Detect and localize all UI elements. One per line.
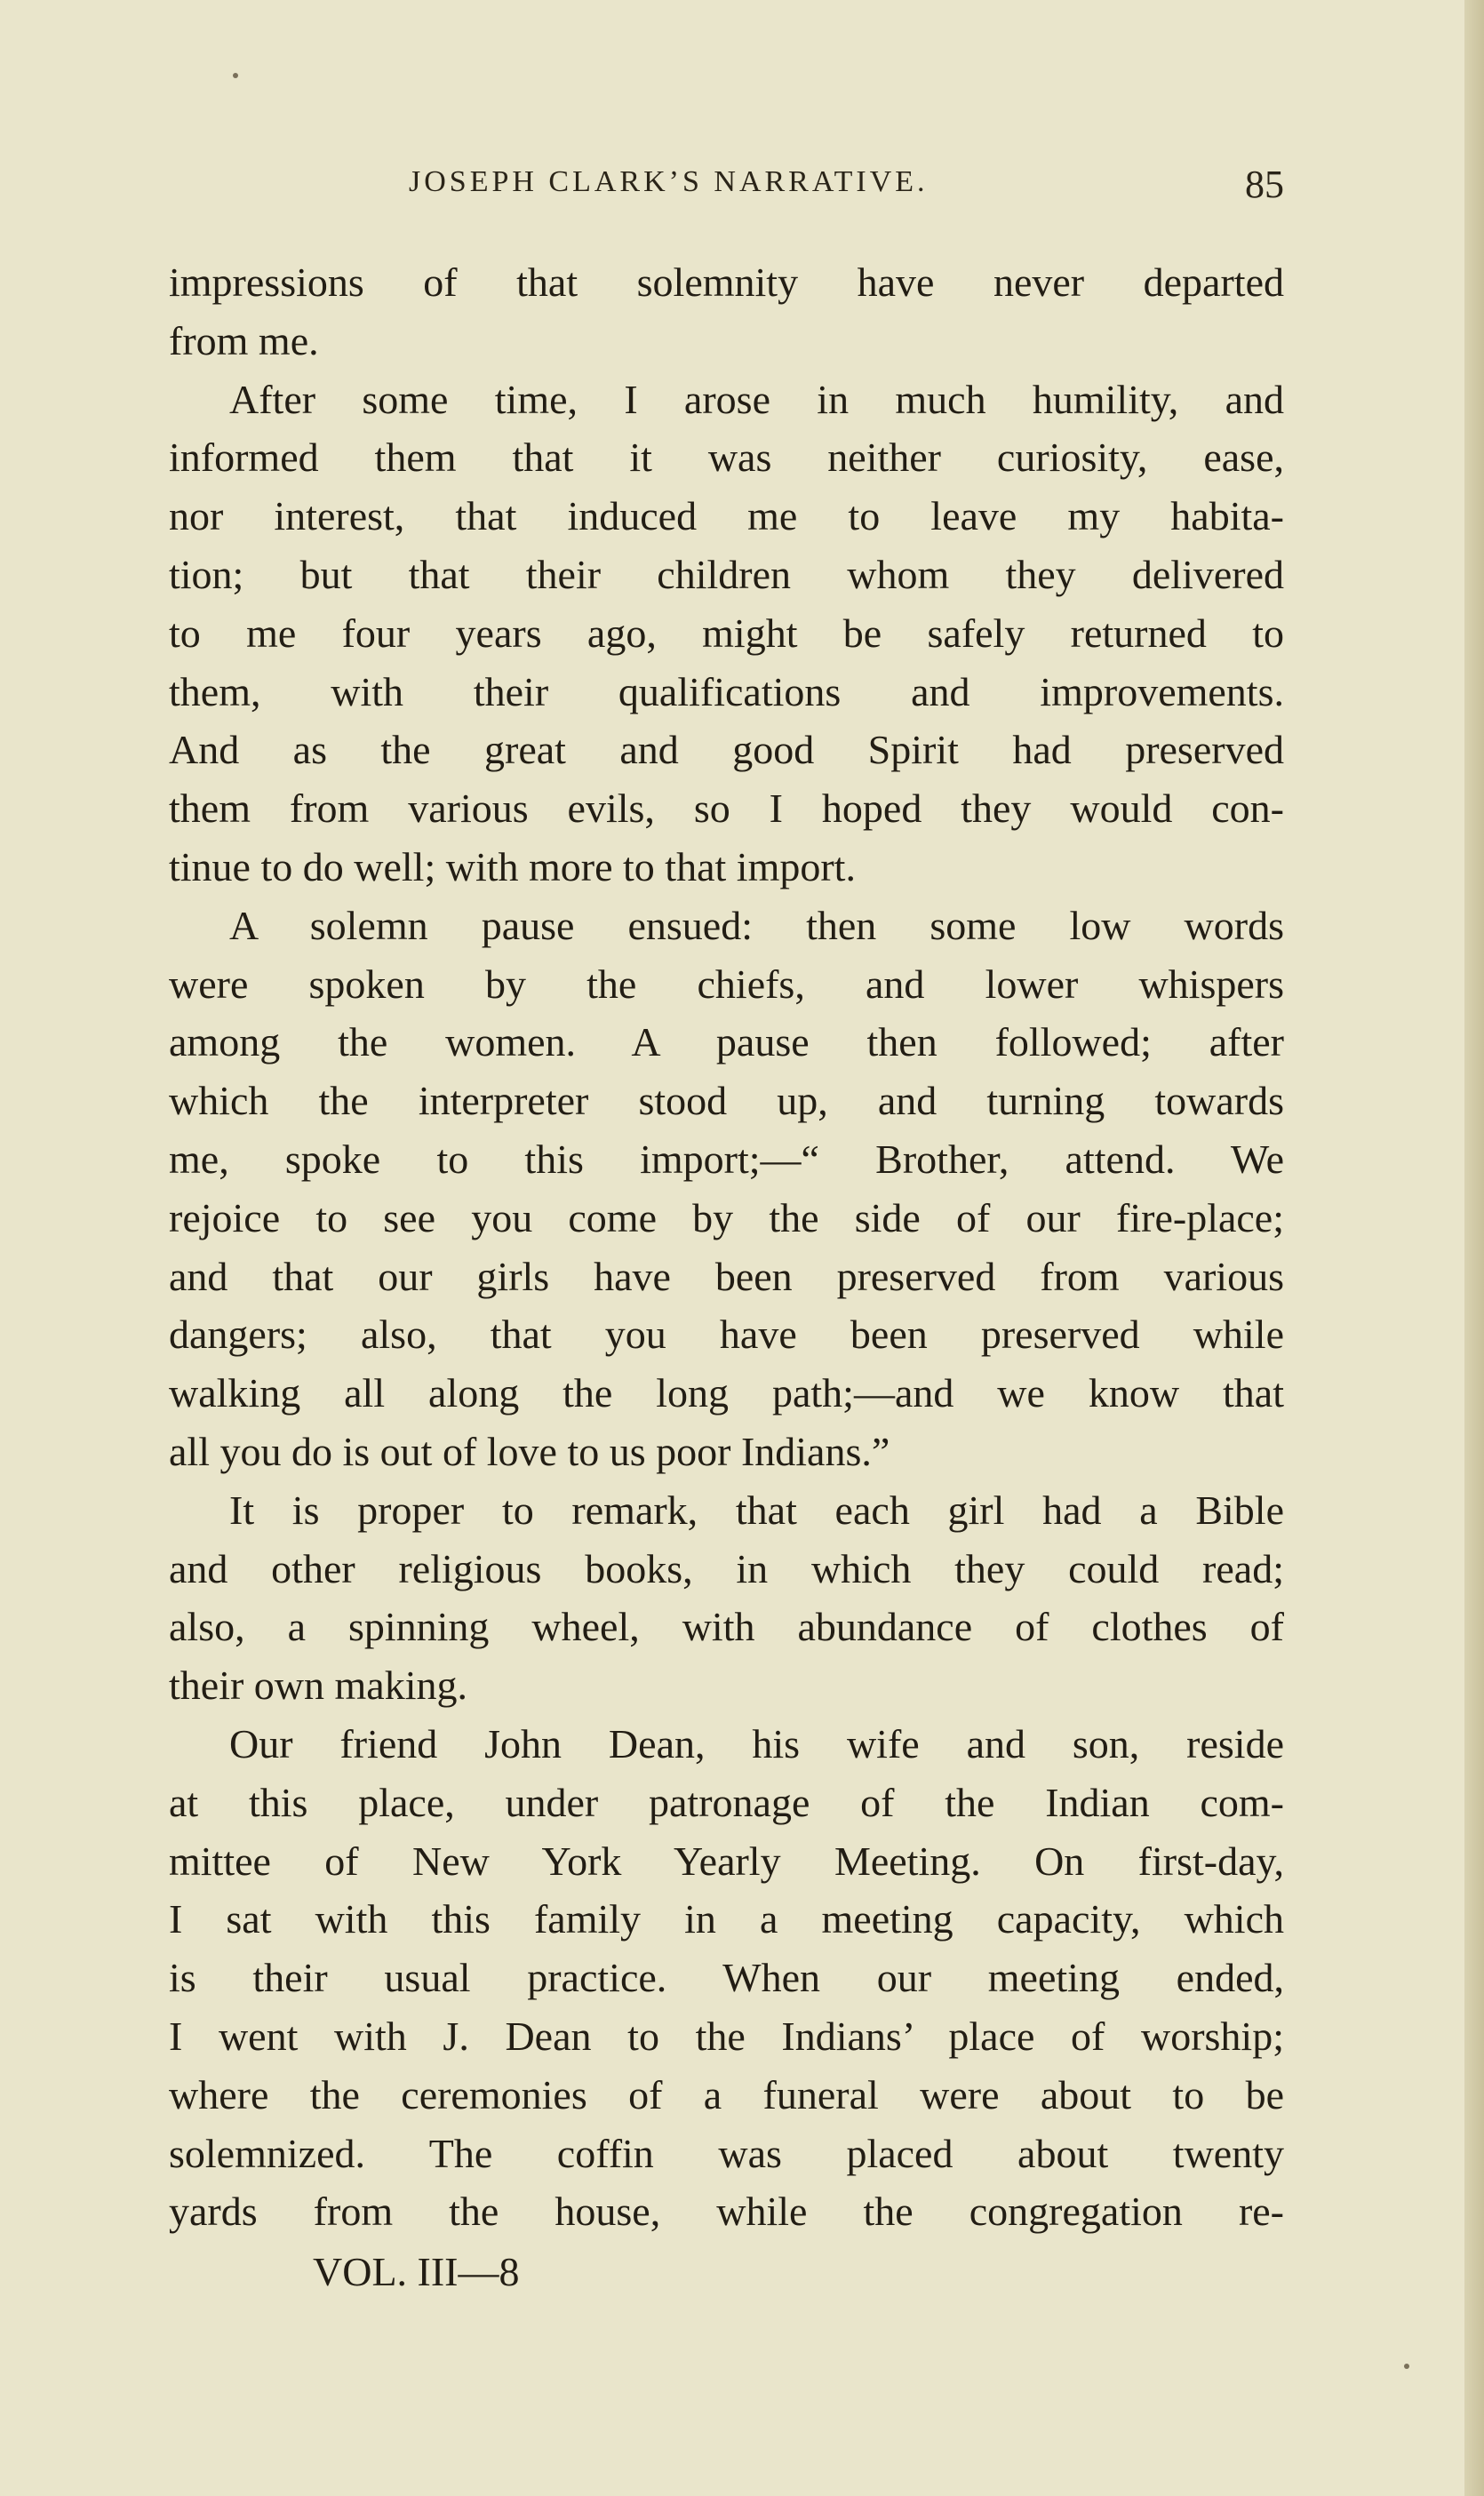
- text-line: them from various evils, so I hoped they would con-: [169, 785, 1284, 832]
- body-text: [169, 253, 1284, 2241]
- page-number: 85: [1245, 163, 1284, 206]
- text-line: from me.: [169, 317, 319, 363]
- text-line: yards from the house, while the congregation re-: [169, 2189, 1284, 2235]
- text-line: tinue to do well; with more to that import.: [169, 843, 856, 889]
- text-line: dangers; also, that you have been preserved while: [169, 1312, 1284, 1358]
- text-line: at this place, under patronage of the Indian com-: [169, 1779, 1284, 1825]
- print-speck: [233, 73, 238, 78]
- text-line: tion; but that their children whom they delivered: [169, 551, 1284, 597]
- text-line: And as the great and good Spirit had preserved: [169, 727, 1284, 773]
- signature-mark: VOL. III—8: [313, 2249, 520, 2294]
- text-line: walking all along the long path;—and we know that: [169, 1370, 1284, 1416]
- text-line: their own making.: [169, 1663, 467, 1709]
- print-speck: [1404, 2364, 1409, 2369]
- text-line: solemnized. The coffin was placed about twenty: [169, 2130, 1284, 2176]
- text-line: were spoken by the chiefs, and lower whispers: [169, 961, 1284, 1007]
- text-line: I went with J. Dean to the Indians’ place of worship;: [169, 2013, 1284, 2059]
- text-line: rejoice to see you come by the side of our fire-place;: [169, 1194, 1284, 1240]
- text-line: It is proper to remark, that each girl had a Bible: [229, 1487, 1284, 1533]
- text-line: among the women. A pause then followed; after: [169, 1019, 1284, 1065]
- text-line: A solemn pause ensued: then some low words: [229, 902, 1284, 948]
- text-line: After some time, I arose in much humility, and: [229, 376, 1284, 422]
- text-line: Our friend John Dean, his wife and son, reside: [229, 1720, 1284, 1766]
- text-line: informed them that it was neither curiosity, ease,: [169, 435, 1284, 481]
- running-head: JOSEPH CLARK’S NARRATIVE.: [409, 165, 929, 198]
- text-line: I sat with this family in a meeting capacity, which: [169, 1896, 1284, 1942]
- text-line: which the interpreter stood up, and turning towards: [169, 1078, 1284, 1124]
- text-line: is their usual practice. When our meeting ended,: [169, 1955, 1284, 2001]
- text-line: all you do is out of love to us poor Indians.”: [169, 1428, 890, 1474]
- text-line: impressions of that solemnity have never departed: [169, 259, 1284, 305]
- text-line: and other religious books, in which they could read;: [169, 1545, 1284, 1591]
- text-line: where the ceremonies of a funeral were about to be: [169, 2071, 1284, 2117]
- text-line: mittee of New York Yearly Meeting. On first-day,: [169, 1838, 1284, 1884]
- page-header: [169, 165, 1284, 219]
- page-edge: [1464, 0, 1484, 2496]
- text-line: me, spoke to this import;—“ Brother, attend. We: [169, 1136, 1284, 1182]
- text-line: nor interest, that induced me to leave my habita-: [169, 493, 1284, 539]
- text-line: and that our girls have been preserved from various: [169, 1253, 1284, 1299]
- text-line: to me four years ago, might be safely returned to: [169, 610, 1284, 656]
- text-line: also, a spinning wheel, with abundance of clothes of: [169, 1604, 1284, 1650]
- text-line: them, with their qualifications and improvements.: [169, 668, 1284, 714]
